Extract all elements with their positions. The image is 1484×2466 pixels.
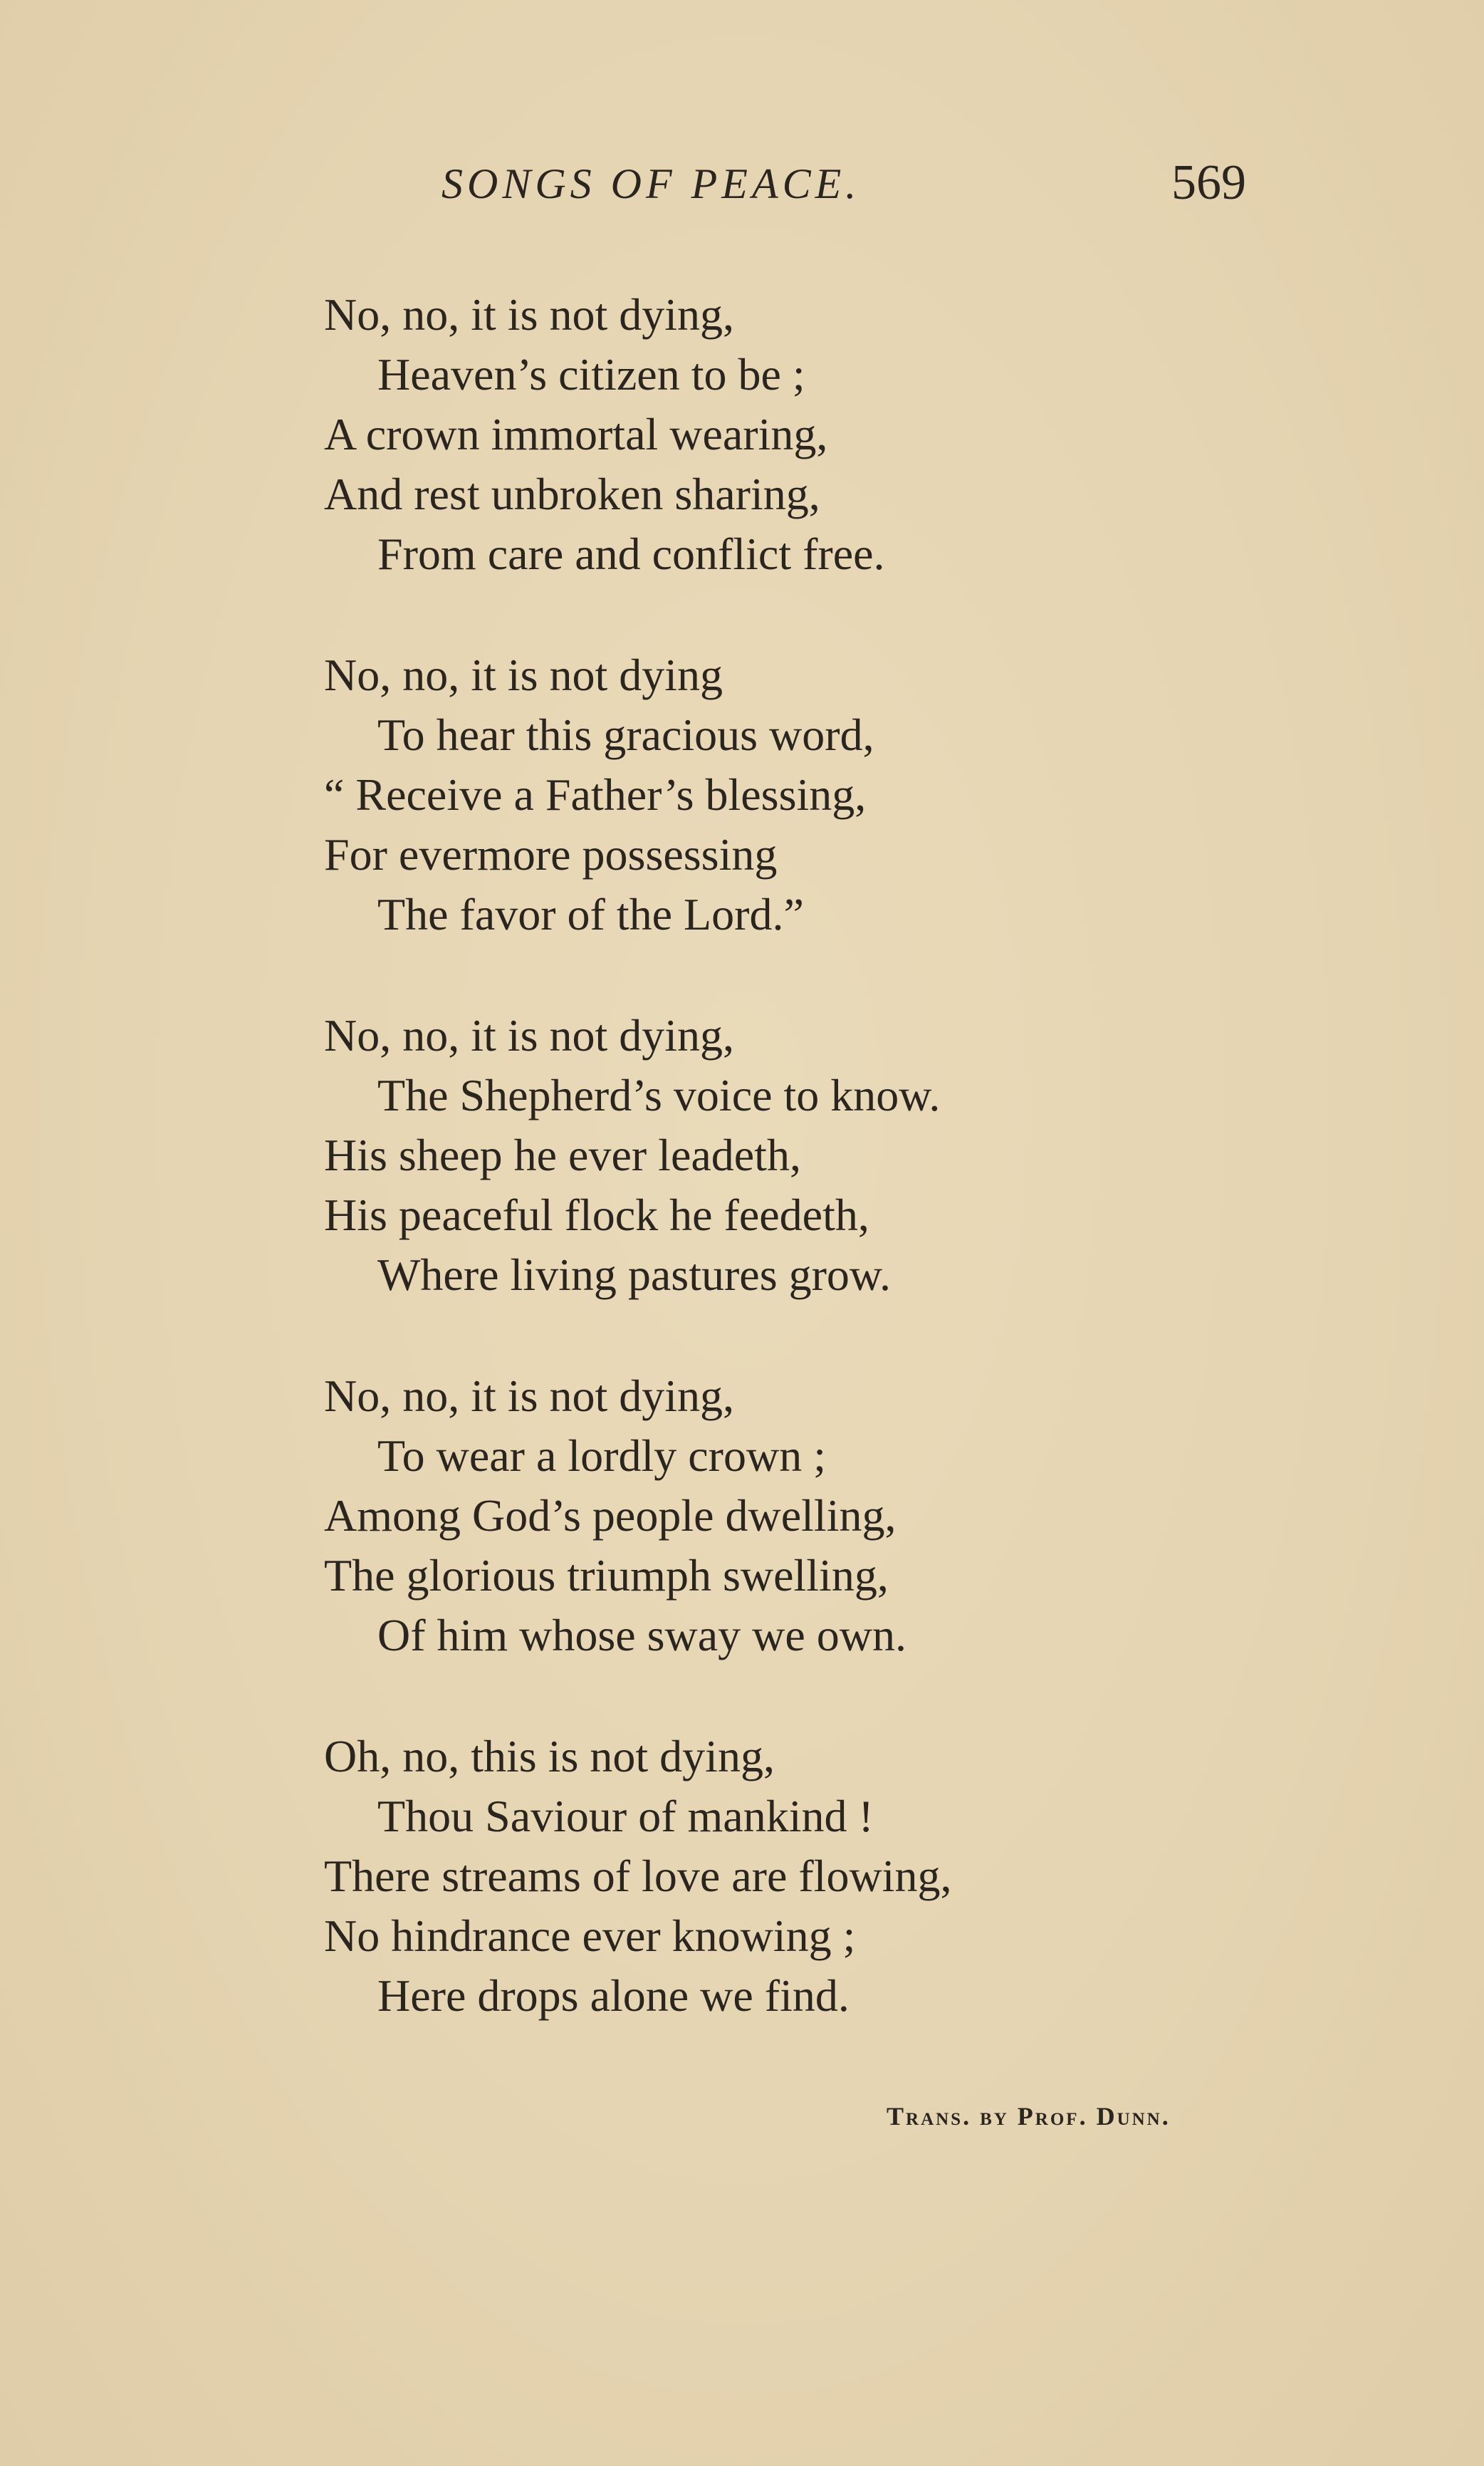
- poem-line: From care and conflict free.: [377, 529, 885, 579]
- poem-line: Thou Saviour of mankind !: [377, 1791, 874, 1841]
- poem-line: A crown immortal wearing,: [324, 409, 828, 459]
- stanza-4: [324, 1366, 1392, 1665]
- poem-line: The favor of the Lord.”: [377, 889, 804, 940]
- stanza-3: [324, 1006, 1392, 1305]
- poem-line: To wear a lordly crown ;: [377, 1430, 826, 1481]
- poem-line: Among God’s people dwelling,: [324, 1490, 897, 1541]
- poem-line: No, no, it is not dying,: [324, 1010, 735, 1061]
- poem-line: No, no, it is not dying,: [324, 1370, 735, 1421]
- poem-line: For evermore possessing: [324, 829, 778, 880]
- stanza-2: [324, 645, 1392, 945]
- poem-line: His peaceful flock he feedeth,: [324, 1190, 869, 1240]
- poem-line: His sheep he ever leadeth,: [324, 1130, 801, 1180]
- poem-line: Here drops alone we find.: [377, 1970, 850, 2021]
- poem-line: And rest unbroken sharing,: [324, 469, 820, 519]
- poem-line: No, no, it is not dying: [324, 650, 723, 700]
- poem-line: “ Receive a Father’s blessing,: [324, 769, 867, 820]
- poem-line: No hindrance ever knowing ;: [324, 1910, 856, 1961]
- running-title: SONGS OF PEACE.: [441, 160, 861, 207]
- poem-line: To hear this gracious word,: [377, 709, 874, 760]
- stanza-5: [324, 1727, 1392, 2026]
- poem-line: Where living pastures grow.: [377, 1249, 891, 1300]
- poem-line: The Shepherd’s voice to know.: [377, 1070, 941, 1120]
- poem-line: Heaven’s citizen to be ;: [377, 349, 805, 400]
- poem: [324, 285, 1392, 2087]
- stanza-1: [324, 285, 1392, 584]
- translator-attribution: Trans. by Prof. Dunn.: [887, 2102, 1171, 2131]
- poem-line: There streams of love are flowing,: [324, 1851, 952, 1901]
- poem-line: Oh, no, this is not dying,: [324, 1731, 775, 1781]
- poem-line: No, no, it is not dying,: [324, 289, 735, 340]
- poem-line: The glorious triumph swelling,: [324, 1550, 889, 1601]
- page-number: 569: [1171, 155, 1246, 210]
- poem-line: Of him whose sway we own.: [377, 1610, 906, 1660]
